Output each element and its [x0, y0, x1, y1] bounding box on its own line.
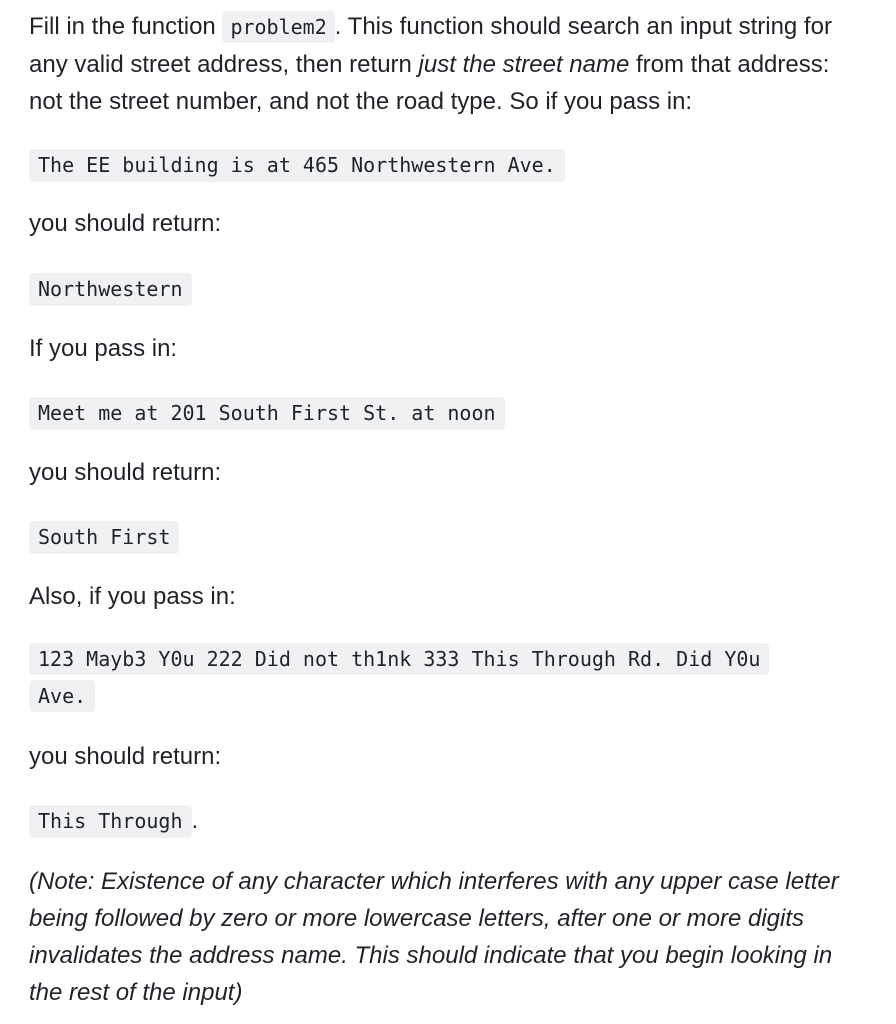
example2-input-block: [29, 394, 505, 431]
example1-input-code: The EE building is at 465 Northwestern Ave.: [29, 149, 565, 182]
example3-lead: Also, if you pass in:: [29, 583, 236, 610]
example3-output-suffix: .: [191, 807, 199, 834]
example2-output-code: South First: [29, 521, 179, 554]
example3-output-code: This Through: [29, 805, 192, 838]
example3-input-code: 123 Mayb3 Y0u 222 Did not th1nk 333 This Through Rd. Did Y0u Ave.: [29, 643, 769, 712]
intro-paragraph: [29, 8, 869, 120]
intro-text: Fill in the function: [29, 13, 223, 40]
example1-output-block: [29, 270, 192, 307]
example1-return-label: you should return:: [29, 210, 222, 237]
intro-emphasis: just the street name: [418, 51, 630, 78]
example1-output-code: Northwestern: [29, 273, 192, 306]
example2-lead: If you pass in:: [29, 335, 178, 362]
note-paragraph: (Note: Existence of any character which interferes with any upper case letter being followed by zero or more lowercase letters, after one or more digits invalidates the address name. This should indicate that you begin looking in the rest of the input): [29, 868, 839, 1006]
example2-input-code: Meet me at 201 South First St. at noon: [29, 397, 505, 430]
example3-input-block: [29, 641, 819, 715]
example2-output-block: [29, 518, 179, 555]
example3-return-label: you should return:: [29, 743, 222, 770]
example2-return-label: you should return:: [29, 459, 222, 486]
function-name-code: problem2: [222, 11, 334, 43]
intro-text-continued: . This function should search an input string for any valid street address, then return: [29, 13, 832, 78]
intro-text-end: from that address: not the street number, and not the road type. So if you pass in:: [29, 51, 830, 115]
example1-input-block: [29, 146, 565, 183]
example3-output-block: [29, 802, 198, 839]
